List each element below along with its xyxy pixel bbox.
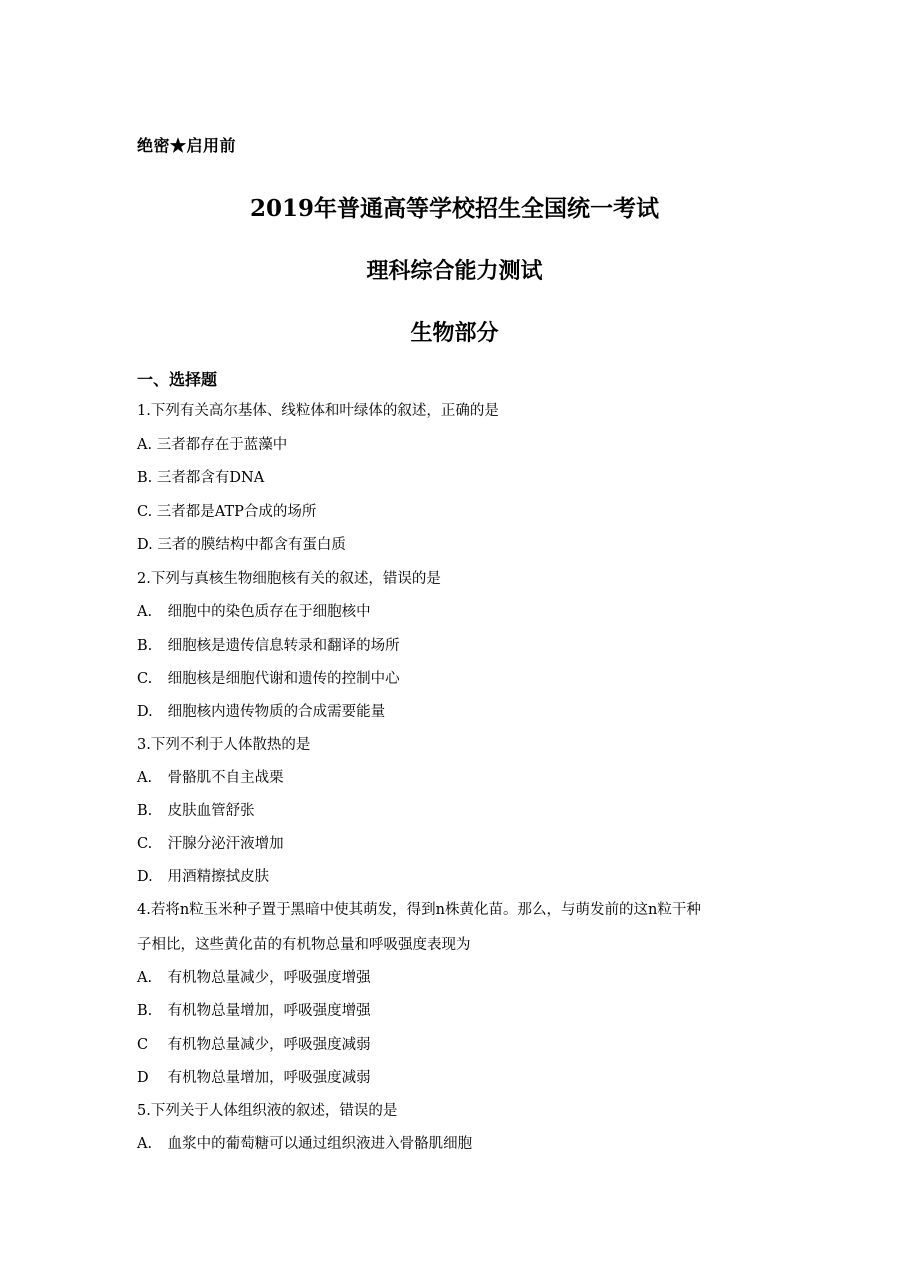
question-1-stem: 1.下列有关高尔基体、线粒体和叶绿体的叙述，正确的是 xyxy=(137,403,499,419)
secret-mark: 绝密★启用前 xyxy=(137,136,237,155)
question-3-stem: 3.下列不利于人体散热的是 xyxy=(137,737,311,753)
exam-title: 2019年普通高等学校招生全国统一考试 xyxy=(249,195,659,222)
question-3-option-b xyxy=(137,801,255,821)
question-2-option-a xyxy=(137,602,371,622)
option-letter: A. xyxy=(137,1136,153,1152)
option-text: 有机物总量减少，呼吸强度减弱 xyxy=(167,1037,371,1053)
option-letter: C. xyxy=(137,671,153,687)
option-text: 细胞核是细胞代谢和遗传的控制中心 xyxy=(167,671,400,687)
question-2-option-b xyxy=(137,636,400,656)
option-text: 有机物总量增加，呼吸强度减弱 xyxy=(167,1070,371,1086)
question-3-option-c xyxy=(137,834,284,854)
question-1-option-d xyxy=(137,535,346,555)
option-text: 细胞中的染色质存在于细胞核中 xyxy=(167,604,371,620)
question-4-option-c xyxy=(137,1035,371,1055)
question-4-option-b xyxy=(137,1001,371,1021)
option-letter: A. xyxy=(137,604,153,620)
option-text: 骨骼肌不自主战栗 xyxy=(167,770,284,786)
option-text: 三者都含有DNA xyxy=(156,470,265,486)
section-heading: 一、选择题 xyxy=(137,370,218,389)
option-letter: D xyxy=(137,1070,149,1086)
option-letter: A. xyxy=(137,770,153,786)
option-text: 血浆中的葡萄糖可以通过组织液进入骨骼肌细胞 xyxy=(167,1136,473,1152)
question-2-option-c xyxy=(137,669,400,689)
question-5-stem: 5.下列关于人体组织液的叙述，错误的是 xyxy=(137,1103,398,1119)
option-letter: C. xyxy=(137,836,153,852)
option-letter: B. xyxy=(137,1003,153,1019)
question-2-stem: 2.下列与真核生物细胞核有关的叙述，错误的是 xyxy=(137,571,441,587)
option-letter: C xyxy=(137,1037,149,1053)
option-letter: B. xyxy=(137,638,153,654)
option-text: 细胞核是遗传信息转录和翻译的场所 xyxy=(167,638,400,654)
question-2-option-d xyxy=(137,702,385,722)
question-4-stem-line-1: 4.若将n粒玉米种子置于黑暗中使其萌发，得到n株黄化苗。那么，与萌发前的这n粒干种 xyxy=(137,902,701,918)
option-letter: A. xyxy=(137,970,153,986)
option-text: 皮肤血管舒张 xyxy=(167,803,255,819)
option-letter: D. xyxy=(137,537,153,553)
option-letter: B. xyxy=(137,803,153,819)
question-4-option-a xyxy=(137,968,371,988)
question-1-option-b xyxy=(137,468,264,488)
option-letter: A. xyxy=(137,437,153,453)
option-letter: B. xyxy=(137,470,153,486)
option-text: 三者都是ATP合成的场所 xyxy=(156,504,317,520)
option-letter: C. xyxy=(137,504,153,520)
option-text: 汗腺分泌汗液增加 xyxy=(167,836,284,852)
question-1-option-a xyxy=(137,435,287,455)
part-title: 生物部分 xyxy=(410,320,499,346)
question-4-stem-line-2: 子相比，这些黄化苗的有机物总量和呼吸强度表现为 xyxy=(137,937,471,953)
question-4-option-d xyxy=(137,1068,371,1088)
option-text: 有机物总量减少，呼吸强度增强 xyxy=(167,970,371,986)
question-1-option-c xyxy=(137,502,316,522)
option-text: 细胞核内遗传物质的合成需要能量 xyxy=(167,704,386,720)
option-letter: D. xyxy=(137,704,153,720)
question-3-option-a xyxy=(137,768,284,788)
option-text: 用酒精擦拭皮肤 xyxy=(167,869,270,885)
option-letter: D. xyxy=(137,869,153,885)
question-3-option-d xyxy=(137,867,269,887)
option-text: 有机物总量增加，呼吸强度增强 xyxy=(167,1003,371,1019)
option-text: 三者的膜结构中都含有蛋白质 xyxy=(157,537,346,553)
subject-title: 理科综合能力测试 xyxy=(366,258,543,284)
question-5-option-a xyxy=(137,1134,472,1154)
option-text: 三者都存在于蓝藻中 xyxy=(156,437,288,453)
